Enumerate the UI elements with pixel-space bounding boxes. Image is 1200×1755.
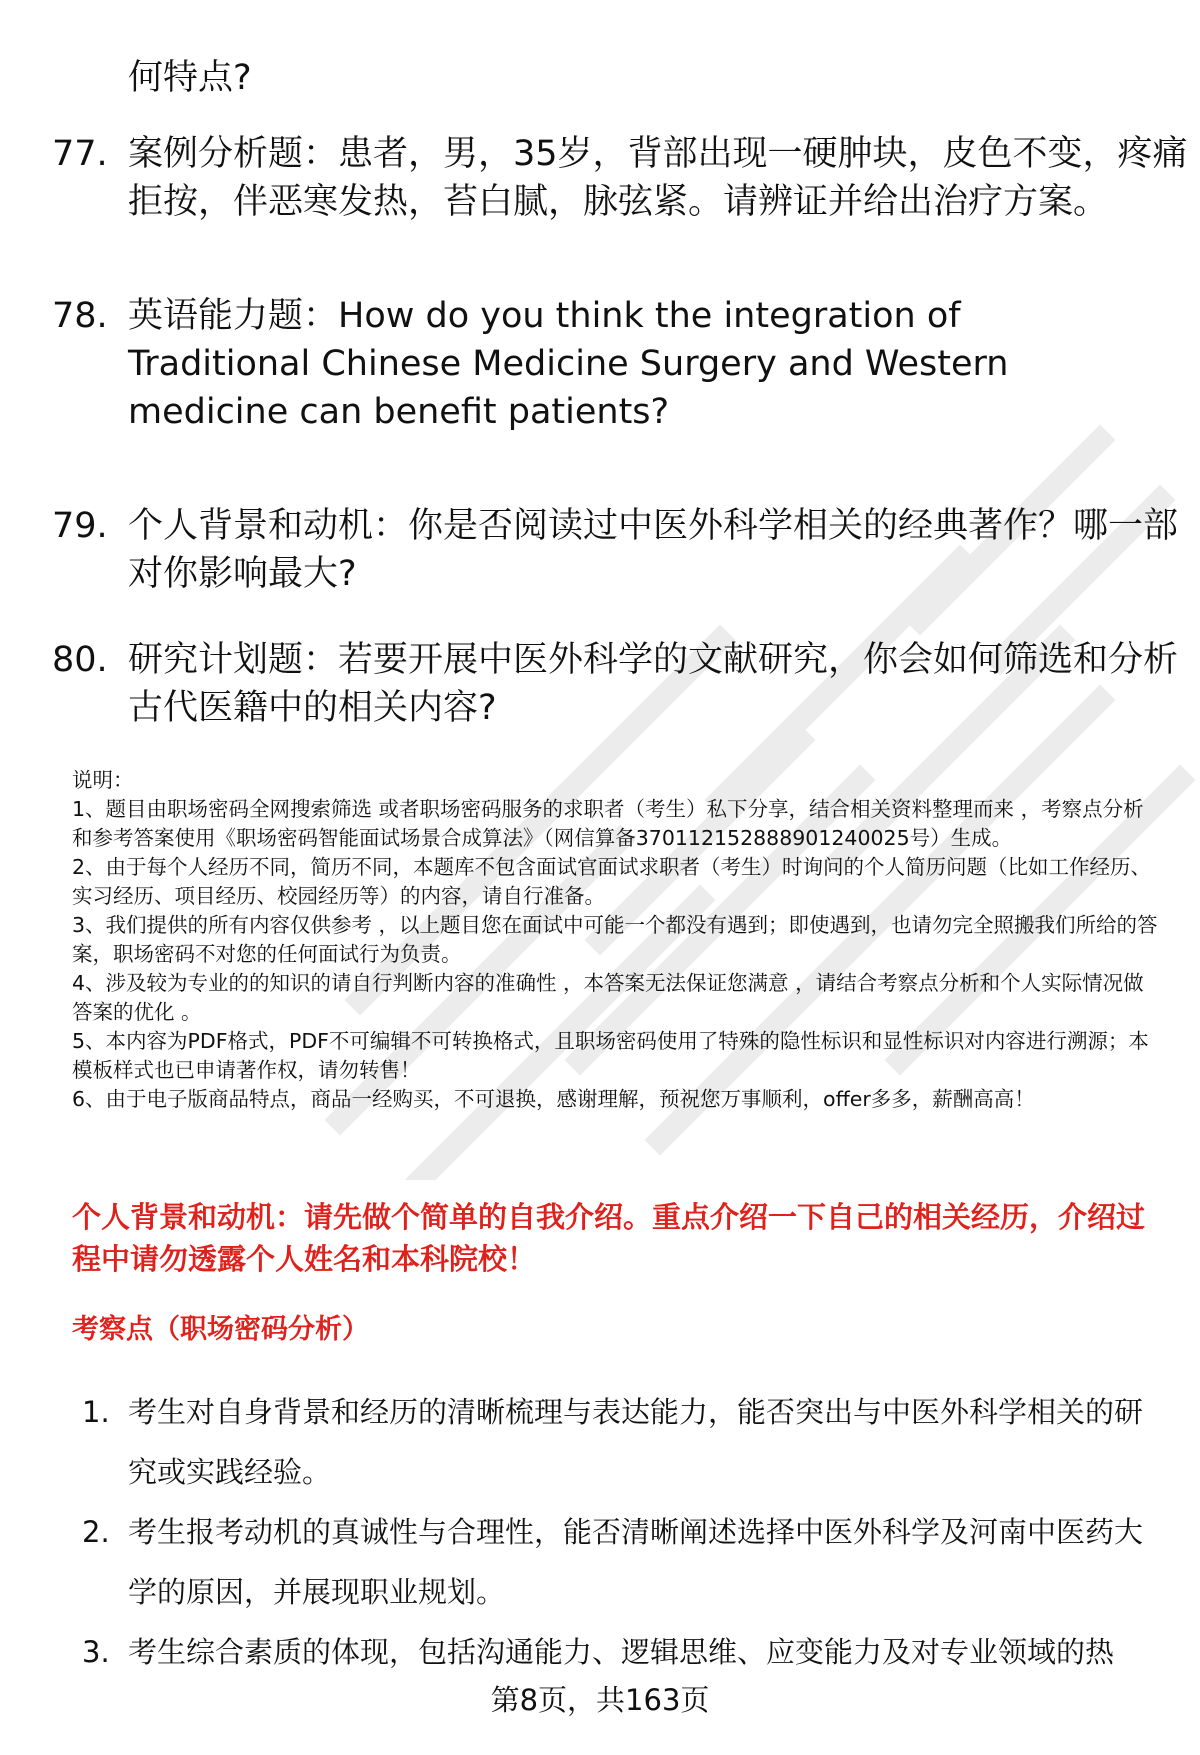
question-76-continuation [52, 54, 1152, 102]
analysis-point [82, 1382, 1162, 1502]
point-text: 考生综合素质的体现，包括沟通能力、逻辑思维、应变能力及对专业领域的热 [128, 1635, 1115, 1669]
note-item: 3、我们提供的所有内容仅供参考 ，以上题目您在面试中可能一个都没有遇到；即使遇到，也请勿完全照搬我们所给的答案，职场密码不对您的任何面试行为负责。 [72, 913, 1158, 966]
question-77 [52, 130, 1188, 226]
point-number: 1. [82, 1395, 110, 1429]
note-item: 5、本内容为PDF格式，PDF不可编辑不可转换格式，且职场密码使用了特殊的隐性标识和显性标识对内容进行溯源；本模板样式也已申请著作权，请勿转售！ [72, 1029, 1149, 1082]
note-item: 1、题目由职场密码全网搜索筛选 或者职场密码服务的求职者（考生）私下分享，结合相关资料整理而来 ，考察点分析和参考答案使用《职场密码智能面试场景合成算法》（网信算备370112152888901240025号）生成。 [72, 797, 1144, 850]
point-number: 3. [82, 1635, 110, 1669]
question-number: 78. [52, 296, 108, 336]
point-number: 2. [82, 1515, 110, 1549]
notes-section [72, 766, 1162, 1114]
question-number: 79. [52, 506, 108, 546]
point-text: 考生报考动机的真诚性与合理性，能否清晰阐述选择中医外科学及河南中医药大学的原因，并展现职业规划。 [128, 1515, 1144, 1609]
analysis-heading: 考察点（职场密码分析） [72, 1314, 369, 1345]
question-text: 案例分析题：患者，男，35岁，背部出现一硬肿块，皮色不变，疼痛拒按，伴恶寒发热，苔白腻，脉弦紧。请辨证并给出治疗方案。 [128, 134, 1188, 222]
point-text: 考生对自身背景和经历的清晰梳理与表达能力，能否突出与中医外科学相关的研究或实践经验。 [128, 1395, 1144, 1489]
question-number: 77. [52, 134, 108, 174]
highlight-question: 个人背景和动机：请先做个简单的自我介绍。重点介绍一下自己的相关经历，介绍过程中请勿透露个人姓名和本科院校！ [72, 1200, 1146, 1276]
question-text: 英语能力题：How do you think the integration of Traditional Chinese Medicine Surgery and Western medicine can benefit patients? [128, 296, 1009, 432]
question-79 [52, 502, 1179, 598]
note-item: 6、由于电子版商品特点，商品一经购买，不可退换，感谢理解，预祝您万事顺利，offer多多，薪酬高高！ [72, 1087, 1035, 1111]
note-item: 2、由于每个人经历不同，简历不同，本题库不包含面试官面试求职者（考生）时询问的个人简历问题（比如工作经历、实习经历、项目经历、校园经历等）的内容，请自行准备。 [72, 855, 1152, 908]
question-text: 研究计划题：若要开展中医外科学的文献研究，你会如何筛选和分析古代医籍中的相关内容? [128, 640, 1179, 728]
question-78 [52, 292, 1152, 436]
note-item: 4、涉及较为专业的的知识的请自行判断内容的准确性 ，本答案无法保证您满意 ，请结合考察点分析和个人实际情况做答案的优化 。 [72, 971, 1144, 1024]
analysis-point [82, 1622, 1162, 1682]
question-80 [52, 636, 1179, 732]
notes-heading: 说明： [72, 768, 134, 792]
question-text: 个人背景和动机：你是否阅读过中医外科学相关的经典著作？哪一部对你影响最大? [128, 506, 1179, 594]
question-text: 何特点? [128, 58, 252, 98]
analysis-point [82, 1502, 1162, 1622]
page-footer: 第8页，共163页 [490, 1683, 710, 1717]
question-number: 80. [52, 640, 108, 680]
